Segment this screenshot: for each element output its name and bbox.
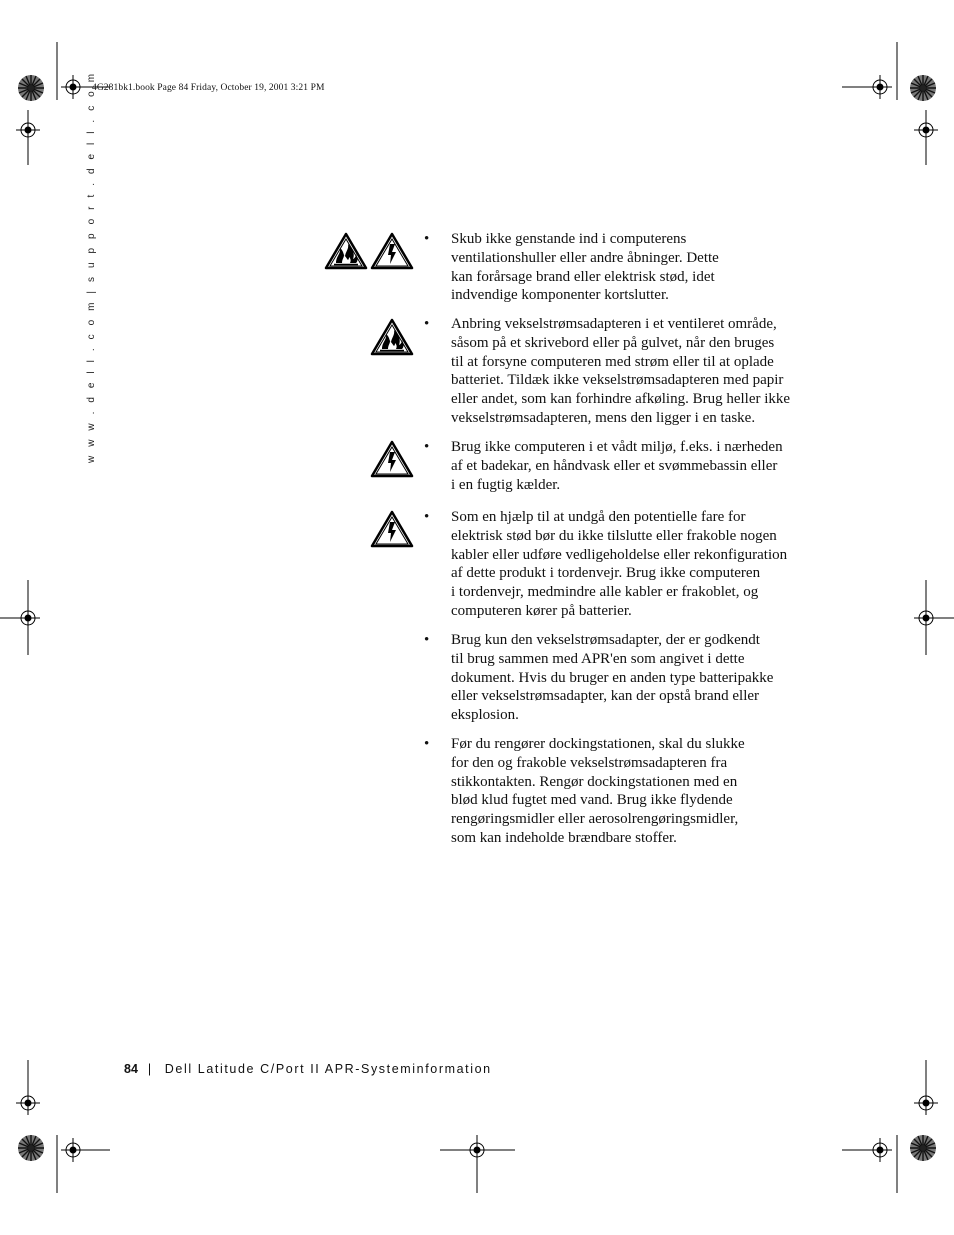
fire-warning-icon [324,232,368,270]
electrical-warning-icon [370,440,414,478]
list-item [424,230,816,305]
list-item [424,315,816,428]
list-item [424,631,816,725]
list-item [424,508,816,621]
electrical-warning-icon [370,510,414,548]
bullet-marker: • [424,632,430,648]
bullet-marker: • [424,509,430,525]
electrical-warning-icon [370,232,414,270]
list-item-text: Før du rengører dockingstationen, skal du slukke for den og frakoble vekselstrømsadapteren fra stikkontakten. Rengør dockingstationen med en blød klud fugtet med vand. Brug ikke flydende rengøringsmidler eller aerosolrengøringsmidler, som kan indeholde brændbare stoffer. [451,736,745,846]
page-footer [124,1062,492,1076]
list-item [424,735,816,848]
bullet-marker: • [424,231,430,247]
fire-warning-icon [370,318,414,356]
print-header-info: 4G281bk1.book Page 84 Friday, October 19, 2001 3:21 PM [92,83,325,93]
page-number: 84 [124,1062,138,1076]
list-item-text: Brug kun den vekselstrømsadapter, der er godkendt til brug sammen med APR'en som angivet i dette dokument. Hvis du bruger en anden type batteripakke eller vekselstrømsadapter, kan der opstå brand eller eksplosion. [451,632,774,724]
bullet-marker: • [424,736,430,752]
list-item-text: Skub ikke genstande ind i computerens ventilationshuller eller andre åbninger. Dette kan forårsage brand eller elektrisk stød, idet indvendige komponenter kortslutter. [451,231,719,304]
sidebar-url: w w w . d e l l . c o m | s u p p o r t . d e l l . c o m [86,70,97,463]
list-item-text: Som en hjælp til at undgå den potentielle fare for elektrisk stød bør du ikke tilslutte eller frakoble nogen kabler eller udføre vedligeholdelse eller rekonfiguration af dette produkt i tordenvejr. Brug ikke computeren i tordenvejr, medmindre alle kabler er frakoblet, og computeren kører på batterier. [451,509,788,619]
list-item-text: Brug ikke computeren i et vådt miljø, f.eks. i nærheden af et badekar, en håndvask eller et svømmebassin eller i en fugtig kælder. [451,439,783,493]
bullet-marker: • [424,316,430,332]
bullet-marker: • [424,439,430,455]
list-item [424,438,816,494]
footer-separator: | [147,1062,153,1076]
list-item-text: Anbring vekselstrømsadapteren i et ventileret område, såsom på et skrivebord eller på gulvet, når den bruges til at forsyne computeren med strøm eller til at oplade batteriet. Tildæk ikke vekselstrømsadapteren med papir eller andet, som kan forhindre afkøling. Brug heller ikke vekselstrømsadapteren, mens den ligger i en taske. [451,316,791,426]
footer-title: Dell Latitude C/Port II APR-Systeminformation [164,1062,492,1076]
